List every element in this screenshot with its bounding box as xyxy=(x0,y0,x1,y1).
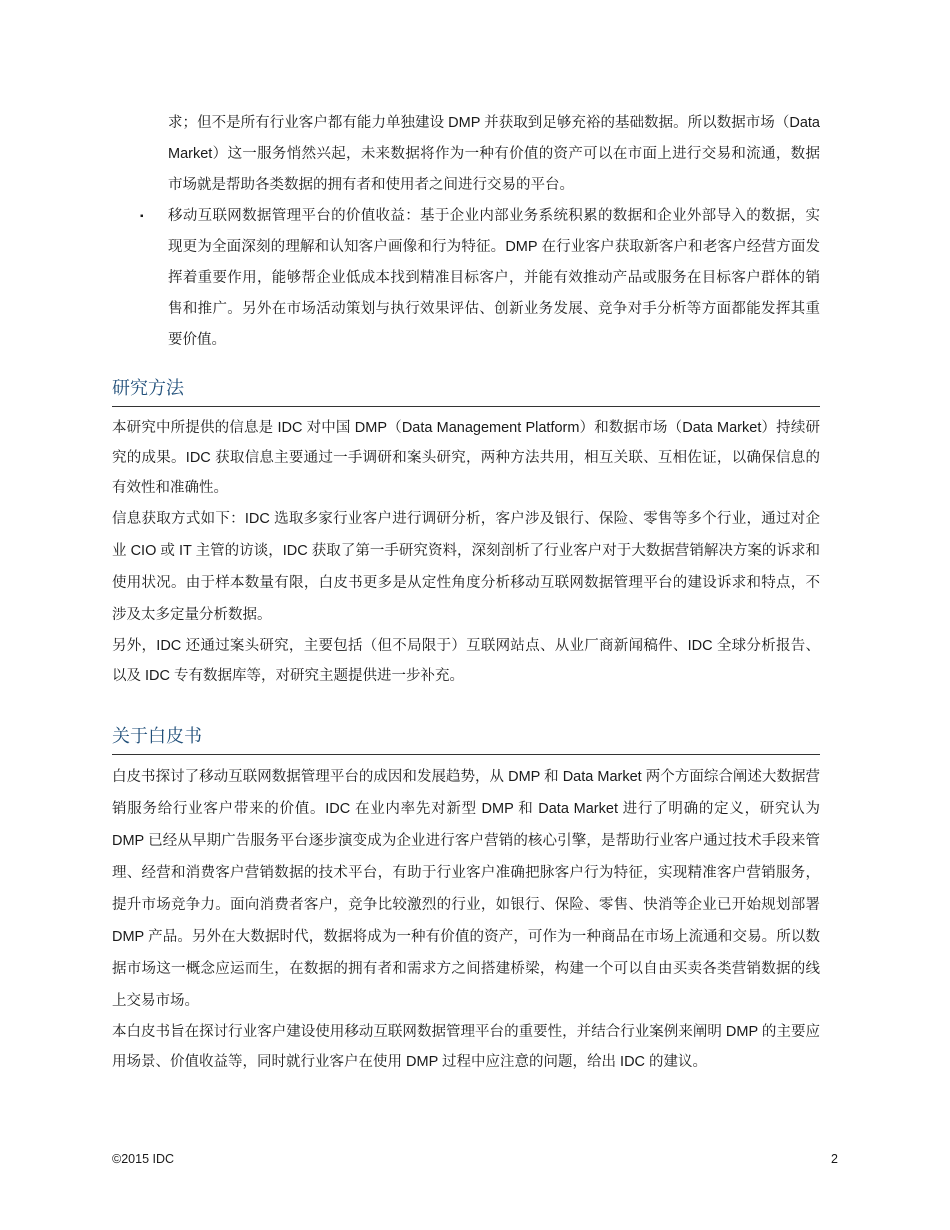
paragraph: 白皮书探讨了移动互联网数据管理平台的成因和发展趋势，从 DMP 和 Data Market 两个方面综合阐述大数据营销服务给行业客户带来的价值。IDC 在业内率先对新型 DMP 和 Data Market 进行了明确的定义，研究认为 DMP 已经从早期广告服务平台逐步演变成为企业进行客户营销的核心引擎，是帮助行业客户通过技术手段来管理、经营和消费客户营销数据的技术平台，有助于行业客户准确把脉客户行为特征，实现精准客户营销服务，提升市场竞争力。面向消费者客户，竞争比较激烈的行业，如银行、保险、零售、快消等企业已开始规划部署 DMP 产品。另外在大数据时代，数据将成为一种有价值的资产，可作为一种商品在市场上流通和交易。所以数据市场这一概念应运而生，在数据的拥有者和需求方之间搭建桥梁，构建一个可以自由买卖各类营销数据的线上交易市场。 xyxy=(112,769,820,1009)
paragraph: 本研究中所提供的信息是 IDC 对中国 DMP（Data Management Platform）和数据市场（Data Market）持续研究的成果。IDC 获取信息主要通过一手调研和案头研究，两种方法共用，相互关联、互相佐证，以确保信息的有效性和准确性。 xyxy=(112,420,820,496)
paragraph: 信息获取方式如下：IDC 选取多家行业客户进行调研分析，客户涉及银行、保险、零售等多个行业，通过对企业 CIO 或 IT 主管的访谈，IDC 获取了第一手研究资料，深刻剖析了行业客户对于大数据营销解决方案的诉求和使用状况。由于样本数量有限，白皮书更多是从定性角度分析移动互联网数据管理平台的建设诉求和特点，不涉及太多定量分析数据。 xyxy=(112,511,820,623)
continued-paragraph: 求；但不是所有行业客户都有能力单独建设 DMP 并获取到足够充裕的基础数据。所以数据市场（Data Market）这一服务悄然兴起，未来数据将作为一种有价值的资产可以在市面上进行交易和流通，数据市场就是帮助各类数据的拥有者和使用者之间进行交易的平台。 xyxy=(168,115,820,193)
intro-continuation xyxy=(112,108,820,356)
paragraph: 本白皮书旨在探讨行业客户建设使用移动互联网数据管理平台的重要性，并结合行业案例来阐明 DMP 的主要应用场景、价值收益等，同时就行业客户在使用 DMP 过程中应注意的问题，给出 IDC 的建议。 xyxy=(112,1024,820,1070)
section-title-research-method: 研究方法 xyxy=(112,376,820,407)
section-about-whitepaper xyxy=(112,724,820,1077)
bullet-square-icon: ▪ xyxy=(140,211,144,222)
footer-page-number: 2 xyxy=(831,1152,838,1166)
section-body xyxy=(112,755,820,1077)
section-research-method xyxy=(112,376,820,691)
footer-copyright: ©2015 IDC xyxy=(112,1152,175,1166)
paragraph: 另外，IDC 还通过案头研究，主要包括（但不局限于）互联网站点、从业厂商新闻稿件、IDC 全球分析报告、以及 IDC 专有数据库等，对研究主题提供进一步补充。 xyxy=(112,638,820,684)
bullet-text: 移动互联网数据管理平台的价值收益：基于企业内部业务系统积累的数据和企业外部导入的数据，实现更为全面深刻的理解和认知客户画像和行为特征。DMP 在行业客户获取新客户和老客户经营方面发挥着重要作用，能够帮企业低成本找到精准目标客户，并能有效推动产品或服务在目标客户群体的销售和推广。另外在市场活动策划与执行效果评估、创新业务发展、竞争对手分析等方面都能发挥其重要价值。 xyxy=(168,208,820,348)
section-body xyxy=(112,407,820,691)
bullet-item-value-benefits xyxy=(112,201,820,356)
section-title-about-whitepaper: 关于白皮书 xyxy=(112,724,820,755)
